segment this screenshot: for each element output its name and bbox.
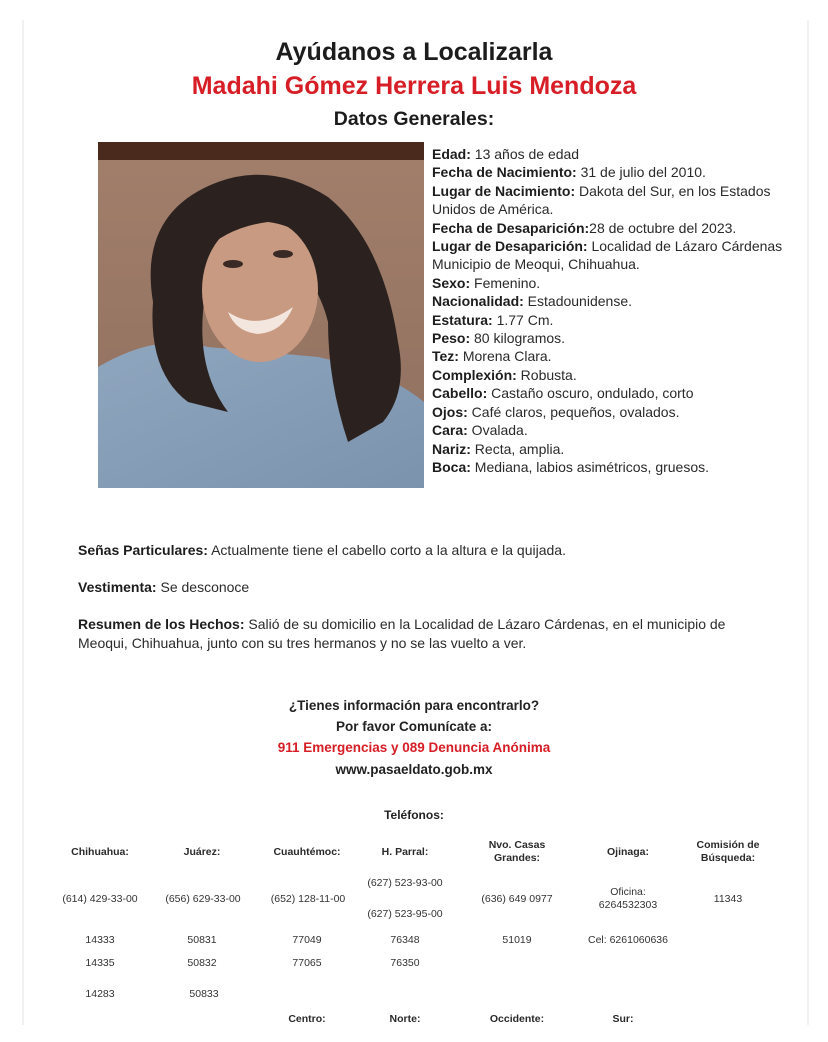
ext-juarez-2: 50832 [187, 957, 217, 969]
detail-tez: Tez: Morena Clara. [432, 348, 552, 365]
contact-please: Por favor Comunícate a: [335, 719, 493, 734]
ext-chihuahua-1: 14333 [85, 934, 115, 946]
region-sur: Sur: [612, 1013, 634, 1025]
phone-header-chihuahua: Chihuahua: [71, 846, 129, 858]
ext-cuauhtemoc-1: 77049 [292, 934, 322, 946]
region-occidente: Occidente: [489, 1013, 545, 1025]
phone-ojinaga-office: Oficina: 6264532303 [598, 886, 658, 911]
phone-juarez-main: (656) 629-33-00 [165, 893, 241, 905]
phone-comision-main: 11343 [713, 893, 743, 905]
ext-parral-1: 76348 [390, 934, 420, 946]
detail-edad: Edad: 13 años de edad [432, 146, 580, 162]
emergency-numbers: 911 Emergencias y 089 Denuncia Anónima [277, 740, 551, 755]
detail-fecha-nacimiento: Fecha de Nacimiento: 31 de julio del 2010. [432, 164, 706, 181]
ext-juarez-1: 50831 [187, 934, 217, 946]
detail-lugar-nacimiento: Lugar de Nacimiento: Dakota del Sur, en los Estados Unidos de América. [432, 182, 771, 218]
phone-header-comision: Comisión de Búsqueda: [696, 839, 760, 864]
detail-nariz: Nariz: Recta, amplia. [432, 440, 565, 457]
phone-cuauhtemoc-main: (652) 128-11-00 [270, 893, 346, 905]
phone-header-parral: H. Parral: [381, 846, 429, 858]
ext-parral-2: 76350 [390, 957, 420, 969]
vestimenta: Vestimenta: Se desconoce [78, 579, 250, 595]
phone-header-casas-grandes: Nvo. Casas Grandes: [488, 839, 546, 864]
detail-fecha-desaparicion: Fecha de Desaparición:28 de octubre del 2023. [432, 219, 737, 236]
poster-title: Ayúdanos a Localizarla [275, 38, 553, 66]
phone-header-cuauhtemoc: Cuauhtémoc: [273, 846, 341, 858]
detail-sexo: Sexo: Femenino. [432, 274, 541, 291]
phone-header-juarez: Juárez: [183, 846, 221, 858]
ojinaga-cell: Cel: 6261060636 [588, 934, 668, 946]
detail-boca: Boca: Mediana, labios asimétricos, gruesos. [432, 458, 710, 475]
section-heading: Datos Generales: [333, 108, 495, 130]
detail-ojos: Ojos: Café claros, pequeños, ovalados. [432, 403, 680, 420]
phone-casas-grandes-main: (636) 649 0977 [481, 893, 553, 905]
phone-parral-main-2: (627) 523-95-00 [367, 908, 443, 920]
phone-header-ojinaga: Ojinaga: [606, 846, 649, 858]
region-norte: Norte: [389, 1013, 421, 1025]
website-link[interactable]: www.pasaeldato.gob.mx [335, 762, 493, 777]
detail-cara: Cara: Ovalada. [432, 422, 528, 439]
person-photo [98, 142, 424, 488]
ext-juarez-3: 50833 [189, 988, 219, 1000]
resumen-hechos: Resumen de los Hechos: Salió de su domicilio en la Localidad de Lázaro Cárdenas, en el municipio de Meoqui, Chihuahua, junto con su tres hermanos y no se las vuelto a ver. [78, 616, 726, 651]
general-details [432, 145, 792, 476]
ext-chihuahua-3: 14283 [85, 988, 115, 1000]
phone-parral-main-1: (627) 523-93-00 [367, 877, 443, 889]
detail-nacionalidad: Nacionalidad: Estadounidense. [432, 293, 632, 310]
contact-question: ¿Tienes información para encontrarlo? [288, 698, 540, 713]
detail-peso: Peso: 80 kilogramos. [432, 330, 566, 347]
phone-chihuahua-main: (614) 429-33-00 [62, 893, 138, 905]
person-name: Madahi Gómez Herrera Luis Mendoza [191, 72, 637, 100]
ext-cuauhtemoc-2: 77065 [292, 957, 322, 969]
detail-lugar-desaparicion: Lugar de Desaparición: Localidad de Lázaro Cárdenas Municipio de Meoqui, Chihuahua. [432, 238, 783, 273]
detail-estatura: Estatura: 1.77 Cm. [432, 311, 554, 328]
ext-casas-grandes-1: 51019 [502, 934, 532, 946]
detail-cabello: Cabello: Castaño oscuro, ondulado, corto [432, 385, 694, 402]
ext-chihuahua-2: 14335 [85, 957, 115, 969]
senas-particulares: Señas Particulares: Actualmente tiene el cabello corto a la altura e la quijada. [78, 542, 566, 558]
region-centro: Centro: [288, 1013, 326, 1025]
detail-complexion: Complexión: Robusta. [432, 366, 577, 383]
phones-title: Teléfonos: [384, 808, 444, 822]
